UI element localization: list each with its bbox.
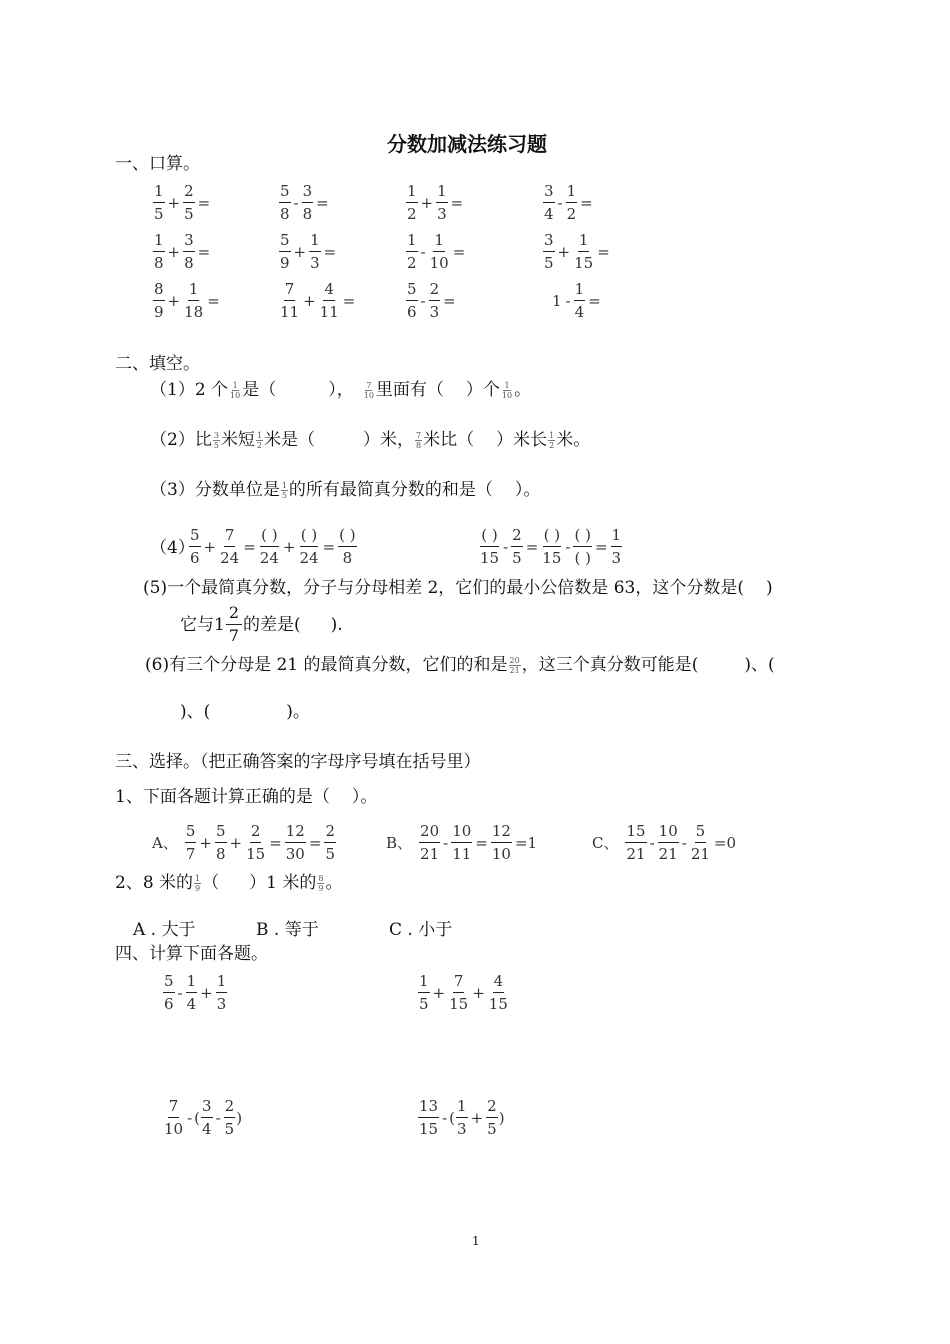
choice-q1-text: 1、下面各题计算正确的是（ xyxy=(115,787,330,807)
oral-expression: 3 5 + $\frac{1}{15}$ = xyxy=(544,231,610,272)
fraction-blank[interactable]: ( ) 8 xyxy=(339,526,356,567)
fill-q6-text: )、( xyxy=(744,655,775,675)
fraction: $\frac{1}{3}$ xyxy=(611,526,622,567)
fill-q2-text: 米是（ xyxy=(264,430,316,450)
oral-expression: 5 6 - $\frac{2}{3}$ = xyxy=(407,280,456,321)
fraction: $\frac{5}{8}$ xyxy=(215,822,226,863)
fraction: 1 8 xyxy=(154,231,164,272)
fill-q1-text: 里面有（ xyxy=(375,380,444,400)
fill-q2-text: ）米， xyxy=(363,430,415,450)
fraction: $\frac{2}{3}$ xyxy=(429,280,440,321)
fraction-blank[interactable]: ( ) ( ) xyxy=(574,526,591,567)
fraction: $\frac{4}{11}$ xyxy=(319,280,339,321)
fill-q5-line1 xyxy=(143,578,773,598)
calc-expression-2: 1 5 + $\frac{7}{15}$ + $\frac{4}{15}$ xyxy=(419,972,508,1013)
fraction: $\frac{12}{30}$ xyxy=(285,822,305,863)
fill-q5-text: ). xyxy=(330,614,343,635)
choice-q2-text: ）1 米的 xyxy=(249,873,317,893)
fill-q1-text: 。 xyxy=(514,380,532,400)
fill-q2-text: 米短 xyxy=(220,430,255,450)
calc-expression-1: 5 6 - 1 4 + $\frac{1}{3}$ xyxy=(164,972,227,1013)
fill-q1 xyxy=(150,380,531,400)
oral-expression: 7 11 + $\frac{4}{11}$ = xyxy=(280,280,356,321)
fraction: $\frac{1}{3}$ xyxy=(437,182,447,223)
fraction-blank[interactable]: ( ) 24 xyxy=(299,526,319,567)
fraction: $\frac{1}{4}$ xyxy=(574,280,585,321)
fill-q5-text: ) xyxy=(765,578,773,598)
oral-expression: 8 9 + $\frac{1}{18}$ = xyxy=(154,280,220,321)
calc-expression-4: 13 15 - ( 1 3 + $\frac{2}{5}$ ) xyxy=(419,1097,505,1138)
fraction: 1 10 xyxy=(230,380,241,400)
fraction: 3 5 xyxy=(213,430,219,450)
fraction-blank[interactable]: ( ) 15 xyxy=(480,526,500,567)
page-title: 分数加减法练习题 xyxy=(387,132,547,156)
fraction: 5 6 xyxy=(164,972,174,1013)
section-4-heading: 四、计算下面各题。 xyxy=(115,944,268,964)
fill-q6-text: ，这三个真分数可能是( xyxy=(521,655,699,675)
oral-expression: 1 5 + $\frac{2}{5}$ = xyxy=(154,182,211,223)
section-2-heading: 二、填空。 xyxy=(115,354,200,374)
fill-q6-text: (6)有三个分母是 21 的最简真分数，它们的和是 xyxy=(145,655,508,675)
fraction: 1 9 xyxy=(195,873,201,893)
fraction: $\frac{3}{8}$ xyxy=(302,182,313,223)
fraction: $\frac{2}{15}$ xyxy=(246,822,266,863)
section-1-heading: 一、口算。 xyxy=(115,154,200,174)
fill-q2-text: 米比（ xyxy=(423,430,475,450)
choice-q2-option-b[interactable]: B . 等于 xyxy=(256,920,319,940)
fraction: $\frac{5}{21}$ xyxy=(690,822,710,863)
section-3-heading: 三、选择。（把正确答案的字母序号填在括号里） xyxy=(115,752,481,772)
fraction: 7 10 xyxy=(363,380,374,400)
fraction: 8 9 xyxy=(318,873,324,893)
fill-q4-left-equation: 5 6 + $\frac{7}{24}$ = ( ) 24 + ( ) 24 = ( ) 8 xyxy=(190,526,356,567)
fraction: 1 4 xyxy=(186,972,197,1013)
fill-q2 xyxy=(150,430,590,450)
fraction: $\frac{7}{15}$ xyxy=(449,972,469,1013)
fraction: 20 21 xyxy=(420,822,440,863)
fraction: 10 21 xyxy=(658,822,678,863)
fill-q6-text: )。 xyxy=(286,702,310,722)
fraction: 5 6 xyxy=(407,280,417,321)
fill-q1-text: ）个 xyxy=(465,380,500,400)
fill-q4-label: （4） xyxy=(150,538,195,558)
fraction: 7 11 xyxy=(280,280,300,321)
fraction: 7 8 xyxy=(416,430,422,450)
fill-q1-text: ）， xyxy=(328,380,354,400)
choice-option-a[interactable]: A、 5 7 + $\frac{5}{8}$ + $\frac{2}{15}$ = $\frac{12}{30}$ = $\frac{2}{5}$ xyxy=(152,822,335,863)
choice-q2-text: 。 xyxy=(325,873,343,893)
fill-q3 xyxy=(150,480,540,500)
fraction-blank[interactable]: ( ) 15 xyxy=(542,526,562,567)
fill-q6-line2 xyxy=(180,702,310,722)
fill-q5-text: 的差是( xyxy=(243,614,301,635)
oral-expression: 5 8 - $\frac{3}{8}$ = xyxy=(280,182,329,223)
fraction: 5 7 xyxy=(185,822,196,863)
fraction: 5 9 xyxy=(280,231,290,272)
fraction: $\frac{1}{15}$ xyxy=(574,231,594,272)
fill-q1-text: 是（ xyxy=(242,380,277,400)
choice-q2-option-c[interactable]: C . 小于 xyxy=(389,920,453,940)
fraction: 2 5 xyxy=(224,1097,235,1138)
fraction: 7 10 xyxy=(164,1097,184,1138)
fraction: 15 21 xyxy=(626,822,646,863)
mixed-number-whole: 1 xyxy=(214,614,225,635)
fill-q2-text: 米。 xyxy=(556,430,591,450)
fraction: 1 2 xyxy=(407,231,417,272)
fraction: 20 21 xyxy=(509,655,520,675)
fraction: 5 6 xyxy=(190,526,200,567)
fill-q2-text: （2）比 xyxy=(150,430,212,450)
fraction: $\frac{12}{10}$ xyxy=(491,822,511,863)
fraction: 3 5 xyxy=(544,231,554,272)
fill-q5-text: 它与 xyxy=(180,614,214,635)
fraction: $\frac{10}{11}$ xyxy=(452,822,472,863)
choice-q2-text: 2、8 米的 xyxy=(115,873,194,893)
fraction: $\frac{1}{10}$ xyxy=(429,231,449,272)
choice-q1-text: ）。 xyxy=(351,787,378,807)
fraction: $\frac{2}{5}$ xyxy=(184,182,194,223)
fraction: $\frac{4}{15}$ xyxy=(488,972,508,1013)
fraction: $\frac{3}{8}$ xyxy=(184,231,194,272)
fraction: 1 10 xyxy=(501,380,513,400)
choice-q2-option-a[interactable]: A . 大于 xyxy=(133,920,196,940)
fill-q1-text: （1）2 个 xyxy=(150,380,229,400)
fraction: 5 8 xyxy=(280,182,290,223)
fraction: $\frac{1}{2}$ xyxy=(566,182,577,223)
fill-q3-text: 的所有最简真分数的和是（ xyxy=(288,480,493,500)
fraction: 13 15 xyxy=(419,1097,439,1138)
fill-q6-line1 xyxy=(145,655,775,675)
fraction: 1 2 xyxy=(407,182,417,223)
page-number: 1 xyxy=(472,1234,480,1248)
fill-q6-text: )、( xyxy=(180,702,211,722)
fill-q4-right-equation: ( ) 15 - $\frac{2}{5}$ = ( ) 15 - ( ) ( ) = $\frac{1}{3}$ xyxy=(480,526,622,567)
oral-expression: 1 2 + $\frac{1}{3}$ = xyxy=(407,182,464,223)
choice-q2 xyxy=(115,873,342,893)
oral-expression: 3 4 - $\frac{1}{2}$ = xyxy=(544,182,593,223)
fill-q3-text: （3）分数单位是 xyxy=(150,480,280,500)
choice-q2-text: （ xyxy=(202,873,220,893)
fraction: 1 5 xyxy=(154,182,164,223)
calc-expression-3: 7 10 - ( 3 4 - 2 5 ) xyxy=(164,1097,243,1138)
oral-expression: 1 8 + $\frac{3}{8}$ = xyxy=(154,231,211,272)
fill-q5-line2 xyxy=(180,602,343,647)
fraction: $\frac{1}{3}$ xyxy=(216,972,227,1013)
fill-q3-text: ）。 xyxy=(514,480,541,500)
fill-q5-text: (5)一个最简真分数，分子与分母相差 2，它们的最小公倍数是 63，这个分数是( xyxy=(143,578,744,598)
oral-expression: 5 9 + $\frac{1}{3}$ = xyxy=(280,231,337,272)
choice-q1 xyxy=(115,787,377,807)
fraction: 1 2 xyxy=(549,430,555,450)
fraction: 3 4 xyxy=(544,182,554,223)
fraction: $\frac{7}{24}$ xyxy=(220,526,240,567)
oral-expression: 1 2 - $\frac{1}{10}$ = xyxy=(407,231,466,272)
fraction: $\frac{1}{3}$ xyxy=(310,231,320,272)
fraction: 1 5 xyxy=(419,972,429,1013)
fraction: 8 9 xyxy=(154,280,164,321)
fraction: 1 3 xyxy=(457,1097,467,1138)
fraction: $\frac{1}{18}$ xyxy=(184,280,204,321)
fraction: 3 4 xyxy=(202,1097,212,1138)
fill-q2-text: ）米长 xyxy=(496,430,548,450)
fraction-blank[interactable]: ( ) 24 xyxy=(259,526,279,567)
fraction: $\frac{2}{5}$ xyxy=(487,1097,497,1138)
choice-option-c[interactable]: C、 15 21 - 10 21 - $\frac{5}{21}$ =0 xyxy=(592,822,737,863)
fraction: 1 5 xyxy=(281,480,287,500)
fraction: $\frac{2}{5}$ xyxy=(512,526,522,567)
fraction: $\frac{2}{5}$ xyxy=(325,822,335,863)
fraction: 1 2 xyxy=(256,430,263,450)
fraction: 2 7 xyxy=(226,602,242,647)
choice-option-b[interactable]: B、 20 21 - $\frac{10}{11}$ = $\frac{12}{10}$ =1 xyxy=(386,822,538,863)
oral-expression: 1 - $\frac{1}{4}$ = xyxy=(552,280,601,321)
